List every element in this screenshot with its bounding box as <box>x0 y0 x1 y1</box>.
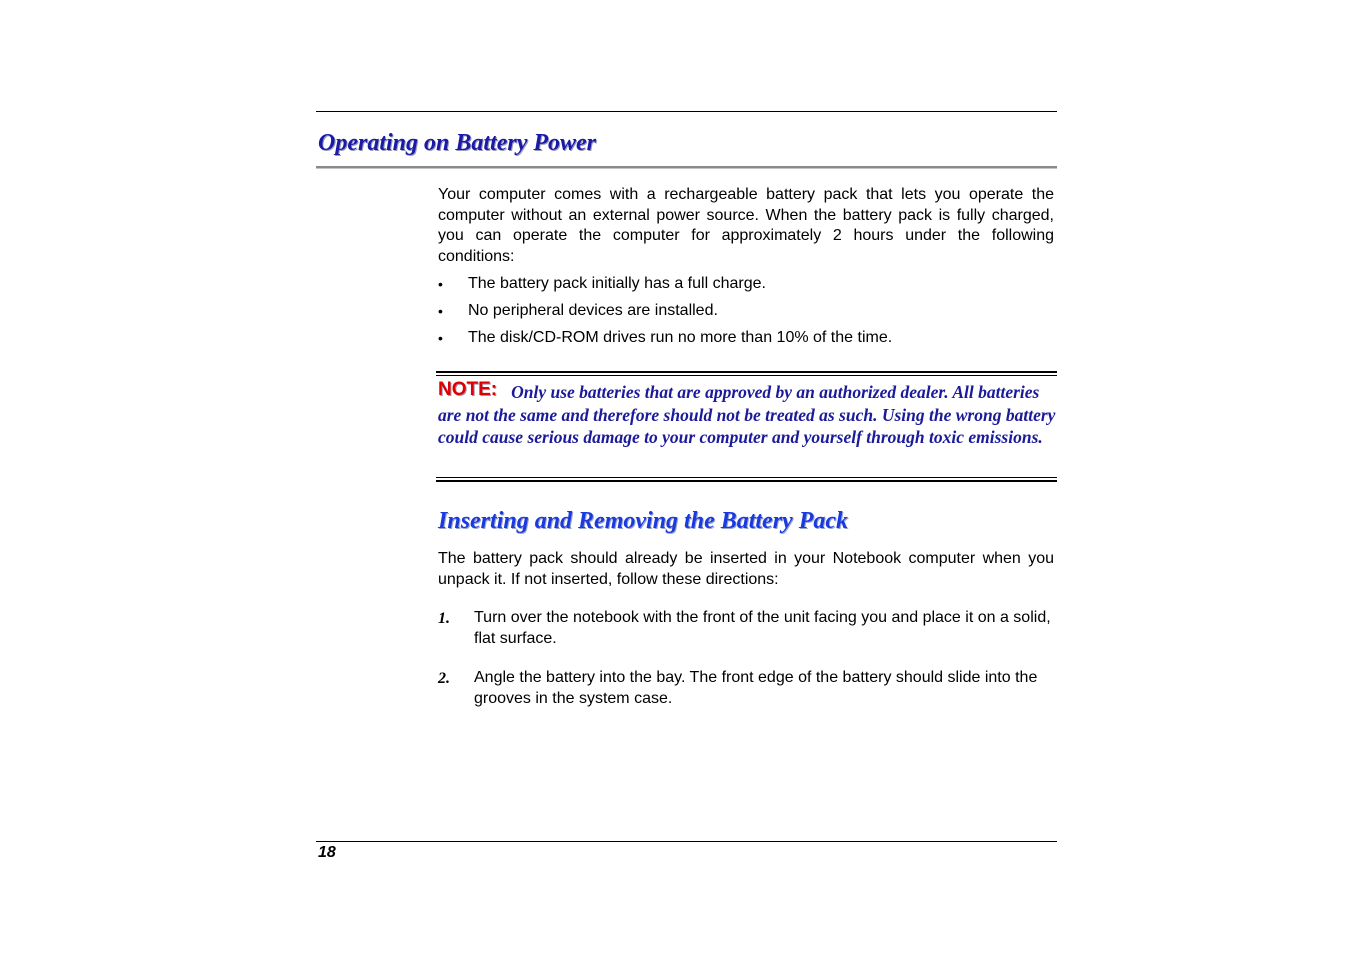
step-number: 1. <box>438 610 450 627</box>
note-label: NOTE: <box>438 379 498 400</box>
list-item <box>438 274 1054 301</box>
step-item <box>438 667 1054 709</box>
bullet-icon: • <box>438 276 443 292</box>
note-box <box>438 381 1056 448</box>
step-number: 2. <box>438 670 450 687</box>
section-intro: Your computer comes with a rechargeable battery pack that lets you operate the computer without an external power source. When the battery pack is fully charged, you can operate the computer for approximately 2 hours under the following conditions: <box>438 186 1054 265</box>
list-item-text: The disk/CD-ROM drives run no more than 10% of the time. <box>468 329 893 346</box>
page-number: 18 <box>318 844 336 861</box>
top-rule <box>316 111 1057 112</box>
step-text: Angle the battery into the bay. The front edge of the battery should slide into the grooves in the system case. <box>474 669 1038 707</box>
step-item <box>438 607 1054 649</box>
section-title: Operating on Battery Power <box>318 130 597 156</box>
note-text: Only use batteries that are approved by an authorized dealer. All batteries are not the same and therefore should not be treated as such. Using the wrong battery could cause serious damage to your computer and yourself through toxic emissions. <box>438 382 1056 447</box>
section-title-rule <box>316 166 1057 169</box>
note-top-rule <box>436 371 1057 376</box>
subsection-intro: The battery pack should already be inserted in your Notebook computer when you unpack it. If not inserted, follow these directions: <box>438 550 1054 588</box>
step-text: Turn over the notebook with the front of the unit facing you and place it on a solid, flat surface. <box>474 609 1051 647</box>
note-bottom-rule <box>436 477 1057 482</box>
subsection-title: Inserting and Removing the Battery Pack <box>438 508 849 534</box>
list-item-text: No peripheral devices are installed. <box>468 302 718 319</box>
conditions-list <box>438 274 1054 355</box>
steps-list <box>438 607 1054 727</box>
bullet-icon: • <box>438 303 443 319</box>
footer-rule <box>316 841 1057 842</box>
list-item <box>438 328 1054 355</box>
bullet-icon: • <box>438 330 443 346</box>
list-item-text: The battery pack initially has a full charge. <box>468 275 766 292</box>
list-item <box>438 301 1054 328</box>
